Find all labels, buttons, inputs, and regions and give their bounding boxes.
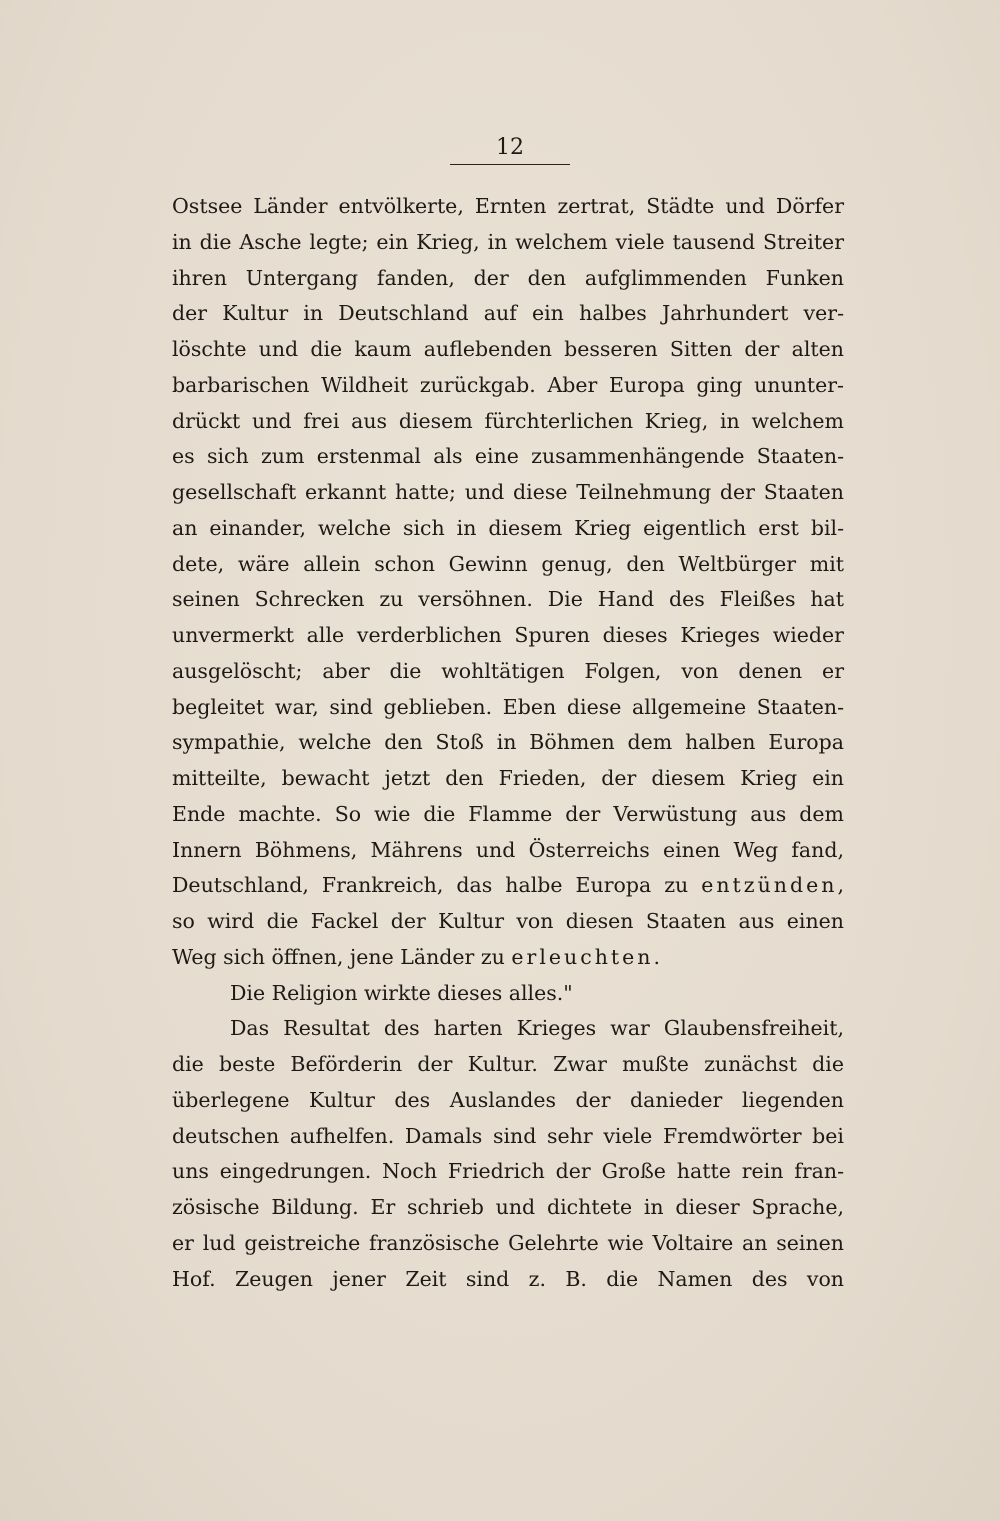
- text-line: zösische Bildung. Er schrieb und dichtete in dieser Sprache,: [172, 1195, 844, 1219]
- text-segment: ,: [837, 873, 844, 898]
- text-line: deutschen aufhelfen. Damals sind sehr viele Fremdwörter bei: [172, 1123, 844, 1148]
- text-line: der Kultur in Deutschland auf ein halbes Jahrhundert ver-: [172, 301, 844, 326]
- emphasized-word: erleuchten: [511, 944, 654, 969]
- text-line: löschte und die kaum auflebenden besseren Sitten der alten: [172, 337, 844, 361]
- text-line: uns eingedrungen. Noch Friedrich der Große hatte rein fran-: [172, 1159, 844, 1184]
- text-line: an einander, welche sich in diesem Krieg eigentlich erst bil-: [172, 515, 844, 540]
- text-line: begleitet war, sind geblieben. Eben diese allgemeine Staaten-: [172, 694, 844, 719]
- text-line: Ende machte. So wie die Flamme der Verwüstung aus dem: [172, 801, 844, 826]
- text-line: er lud geistreiche französische Gelehrte wie Voltaire an seinen: [172, 1230, 844, 1255]
- text-line: in die Asche legte; ein Krieg, in welchem viele tausend Streiter: [172, 229, 844, 254]
- text-line: drückt und frei aus diesem fürchterlichen Krieg, in welchem: [172, 408, 844, 433]
- text-line: ihren Untergang fanden, der den aufglimmenden Funken: [172, 265, 844, 290]
- text-segment: Weg sich öffnen, jene Länder zu: [172, 944, 512, 969]
- text-line: ausgelöscht; aber die wohltätigen Folgen, von denen er: [172, 658, 844, 683]
- text-line: seinen Schrecken zu versöhnen. Die Hand des Fleißes hat: [172, 587, 844, 612]
- text-segment: Deutschland, Frankreich, das halbe Europa zu: [172, 873, 702, 898]
- text-line: [172, 940, 844, 976]
- text-line: Das Resultat des harten Krieges war Glaubensfreiheit,: [230, 1016, 844, 1041]
- text-line: barbarischen Wildheit zurückgab. Aber Europa ging ununter-: [172, 372, 844, 397]
- text-line: sympathie, welche den Stoß in Böhmen dem halben Europa: [172, 730, 844, 755]
- text-line: dete, wäre allein schon Gewinn genug, den Weltbürger mit: [172, 551, 844, 576]
- text-line: mitteilte, bewacht jetzt den Frieden, der diesem Krieg ein: [172, 766, 844, 790]
- emphasized-word: entzünden: [701, 873, 838, 898]
- text-line: gesellschaft erkannt hatte; und diese Teilnehmung der Staaten: [172, 480, 844, 504]
- text-line: Die Religion wirkte dieses alles.": [230, 980, 573, 1005]
- page-number: 12: [450, 134, 570, 165]
- text-line: überlegene Kultur des Auslandes der danieder liegenden: [172, 1087, 844, 1112]
- text-line: Ostsee Länder entvölkerte, Ernten zertrat, Städte und Dörfer: [172, 194, 844, 218]
- text-line: so wird die Fackel der Kultur von diesen Staaten aus einen: [172, 909, 844, 933]
- text-line: [172, 868, 844, 904]
- text-segment: .: [653, 944, 661, 969]
- text-line: Innern Böhmens, Mährens und Österreichs einen Weg fand,: [172, 837, 844, 862]
- text-line: unvermerkt alle verderblichen Spuren dieses Krieges wieder: [172, 623, 844, 647]
- body-text: [172, 189, 844, 1297]
- text-line: es sich zum erstenmal als eine zusammenhängende Staaten-: [172, 444, 844, 469]
- text-line: Hof. Zeugen jener Zeit sind z. B. die Namen des von: [172, 1266, 844, 1291]
- text-line: die beste Beförderin der Kultur. Zwar mußte zunächst die: [172, 1052, 844, 1076]
